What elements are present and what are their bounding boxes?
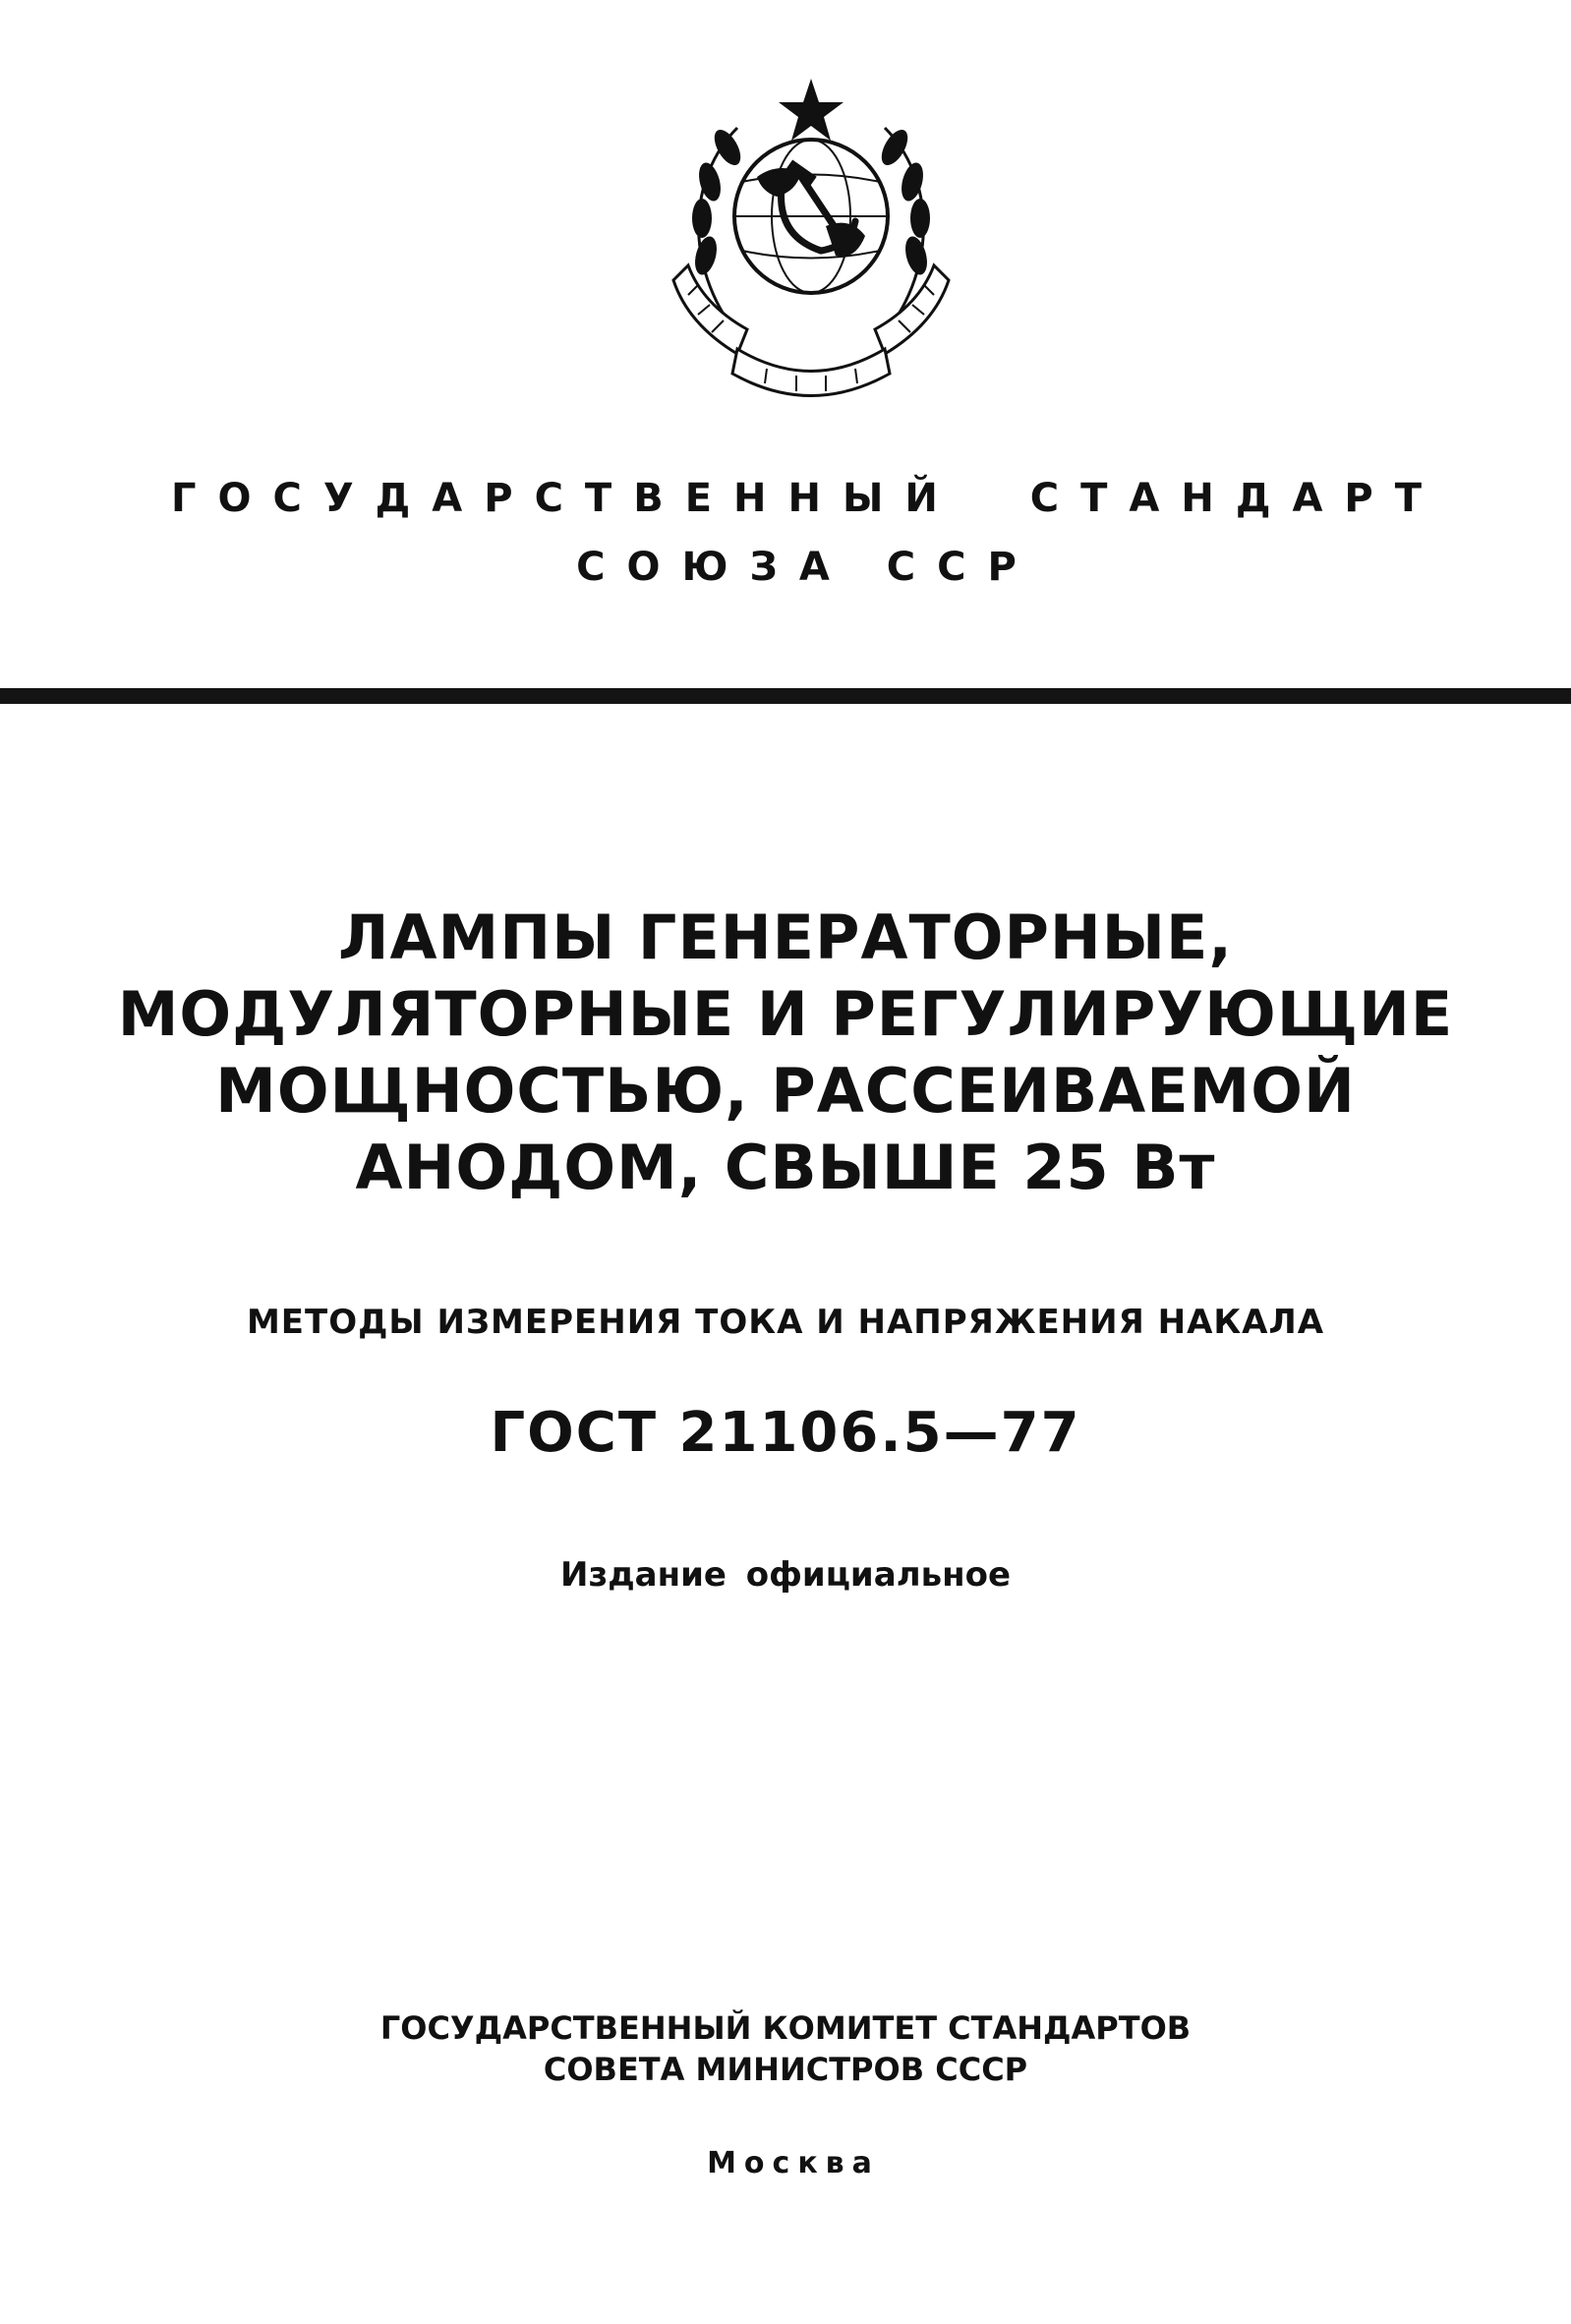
horizontal-divider bbox=[0, 688, 1571, 704]
edition-label: Издание официальное bbox=[559, 1555, 1012, 1595]
ussr-state-emblem-icon bbox=[629, 69, 993, 433]
publication-city: Москва bbox=[707, 2146, 880, 2180]
publisher-line: ГОСУДАРСТВЕННЫЙ КОМИТЕТ СТАНДАРТОВ bbox=[379, 2009, 1192, 2047]
document-title bbox=[0, 900, 1571, 1206]
title-line: ЛАМПЫ ГЕНЕРАТОРНЫЕ, bbox=[338, 901, 1233, 973]
publisher-block bbox=[0, 2007, 1571, 2090]
gost-number: ГОСТ 21106.5—77 bbox=[490, 1401, 1081, 1465]
title-line: МОЩНОСТЬЮ, РАССЕИВАЕМОЙ bbox=[215, 1055, 1356, 1127]
standard-subheader: СОЮЗА ССР bbox=[576, 545, 1038, 590]
title-line: МОДУЛЯТОРНЫЕ И РЕГУЛИРУЮЩИЕ bbox=[117, 978, 1454, 1050]
title-line: АНОДОМ, СВЫШЕ 25 Вт bbox=[355, 1132, 1216, 1203]
publisher-line: СОВЕТА МИНИСТРОВ СССР bbox=[543, 2051, 1028, 2088]
standard-header: ГОСУДАРСТВЕННЫЙ СТАНДАРТ bbox=[170, 476, 1444, 521]
document-subtitle: МЕТОДЫ ИЗМЕРЕНИЯ ТОКА И НАПРЯЖЕНИЯ НАКАЛА bbox=[246, 1303, 1325, 1342]
